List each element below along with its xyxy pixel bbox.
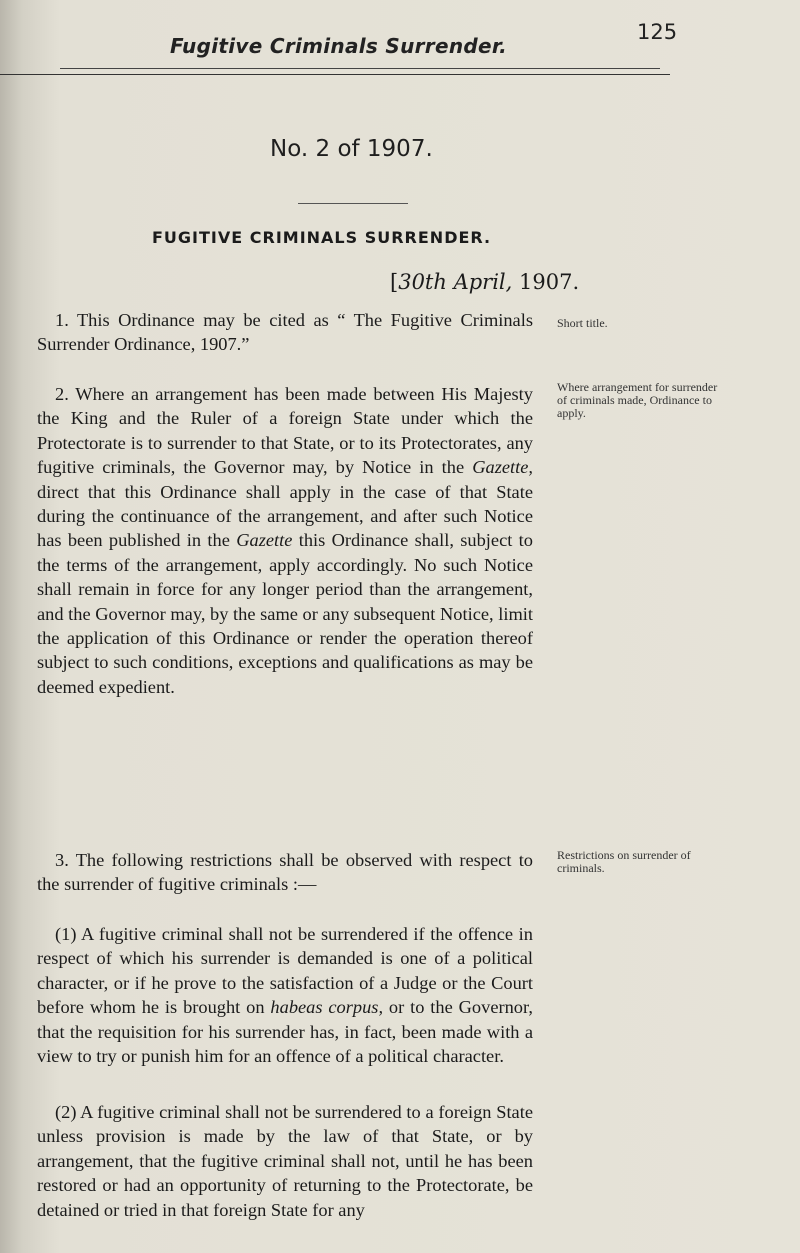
- gazette-reference: Gazette,: [472, 457, 533, 478]
- section-3: [37, 848, 533, 897]
- section-2-text-a: 2. Where an arrangement has been made between His Majesty the King and the Ruler of a foreign State under which the Protectorate is to surrender to that State, or to its Protectorates, any fugitive criminals, the Governor may, by Notice in the: [37, 384, 533, 478]
- margin-note-short-title: Short title.: [557, 316, 608, 330]
- subsection-2-text: (2) A fugitive criminal shall not be surrendered to a foreign State unless provision is made by the law of that State, or by arrangement, that the fugitive criminal shall not, until he has been restored or had an opportunity of returning to the Protectorate, be detained or tried in that foreign State for any: [37, 1102, 533, 1220]
- habeas-corpus: habeas corpus,: [270, 997, 384, 1018]
- title-divider: [298, 203, 408, 204]
- section-3-subsection-2: [37, 1100, 533, 1222]
- margin-note-arrangement: Where arrangement for surrender of criminals made, Ordinance to apply.: [557, 380, 718, 420]
- margin-note-restrictions: Restrictions on surrender of criminals.: [557, 848, 691, 875]
- subsection-1-text-b: or to the Governor, that the requisition for his surrender has, in fact, been made with a view to try or punish him for an offence of a political character.: [37, 997, 533, 1067]
- page-number: 125: [637, 20, 678, 44]
- gazette-reference: Gazette: [236, 530, 293, 551]
- section-2-text-b: direct that this Ordinance shall apply in the case of that State during the continuance of the arrangement, and after such Notice has been published in the: [37, 481, 533, 551]
- section-2-text: [37, 382, 533, 699]
- subsection-1-text-a: (1) A fugitive criminal shall not be surrendered if the offence in respect of which his surrender is demanded is one of a political character, or if he prove to the satisfaction of a Judge or the Court before whom he is brought on: [37, 924, 533, 1018]
- section-2: [37, 382, 533, 699]
- date-year: 1907.: [519, 270, 580, 294]
- date-day-month: 30th April,: [398, 270, 513, 294]
- section-3-subsection-1: [37, 922, 533, 1068]
- ordinance-heading: FUGITIVE CRIMINALS SURRENDER.: [152, 228, 492, 247]
- section-1-text: 1. This Ordinance may be cited as “ The Fugitive Criminals Surrender Ordinance, 1907.”: [37, 310, 533, 355]
- ordinance-number: No. 2 of 1907.: [270, 136, 433, 162]
- header-rule-upper: [60, 68, 660, 69]
- header-rule: [0, 74, 670, 75]
- section-2-text-c: this Ordinance shall, subject to the terms of the arrangement, apply accordingly. No such Notice shall remain in force for any longer period than the arrangement, and the Governor may, by the same or any subsequent Notice, limit the application of this Ordinance or render the operation thereof subject to such conditions, exceptions and qualifications as may be deemed expedient.: [37, 530, 533, 697]
- section-1: [37, 308, 533, 357]
- enactment-date: [30th April, 1907.: [390, 270, 580, 294]
- running-title: Fugitive Criminals Surrender.: [170, 34, 508, 58]
- section-3-text: 3. The following restrictions shall be observed with respect to the surrender of fugitive criminals :—: [37, 850, 533, 895]
